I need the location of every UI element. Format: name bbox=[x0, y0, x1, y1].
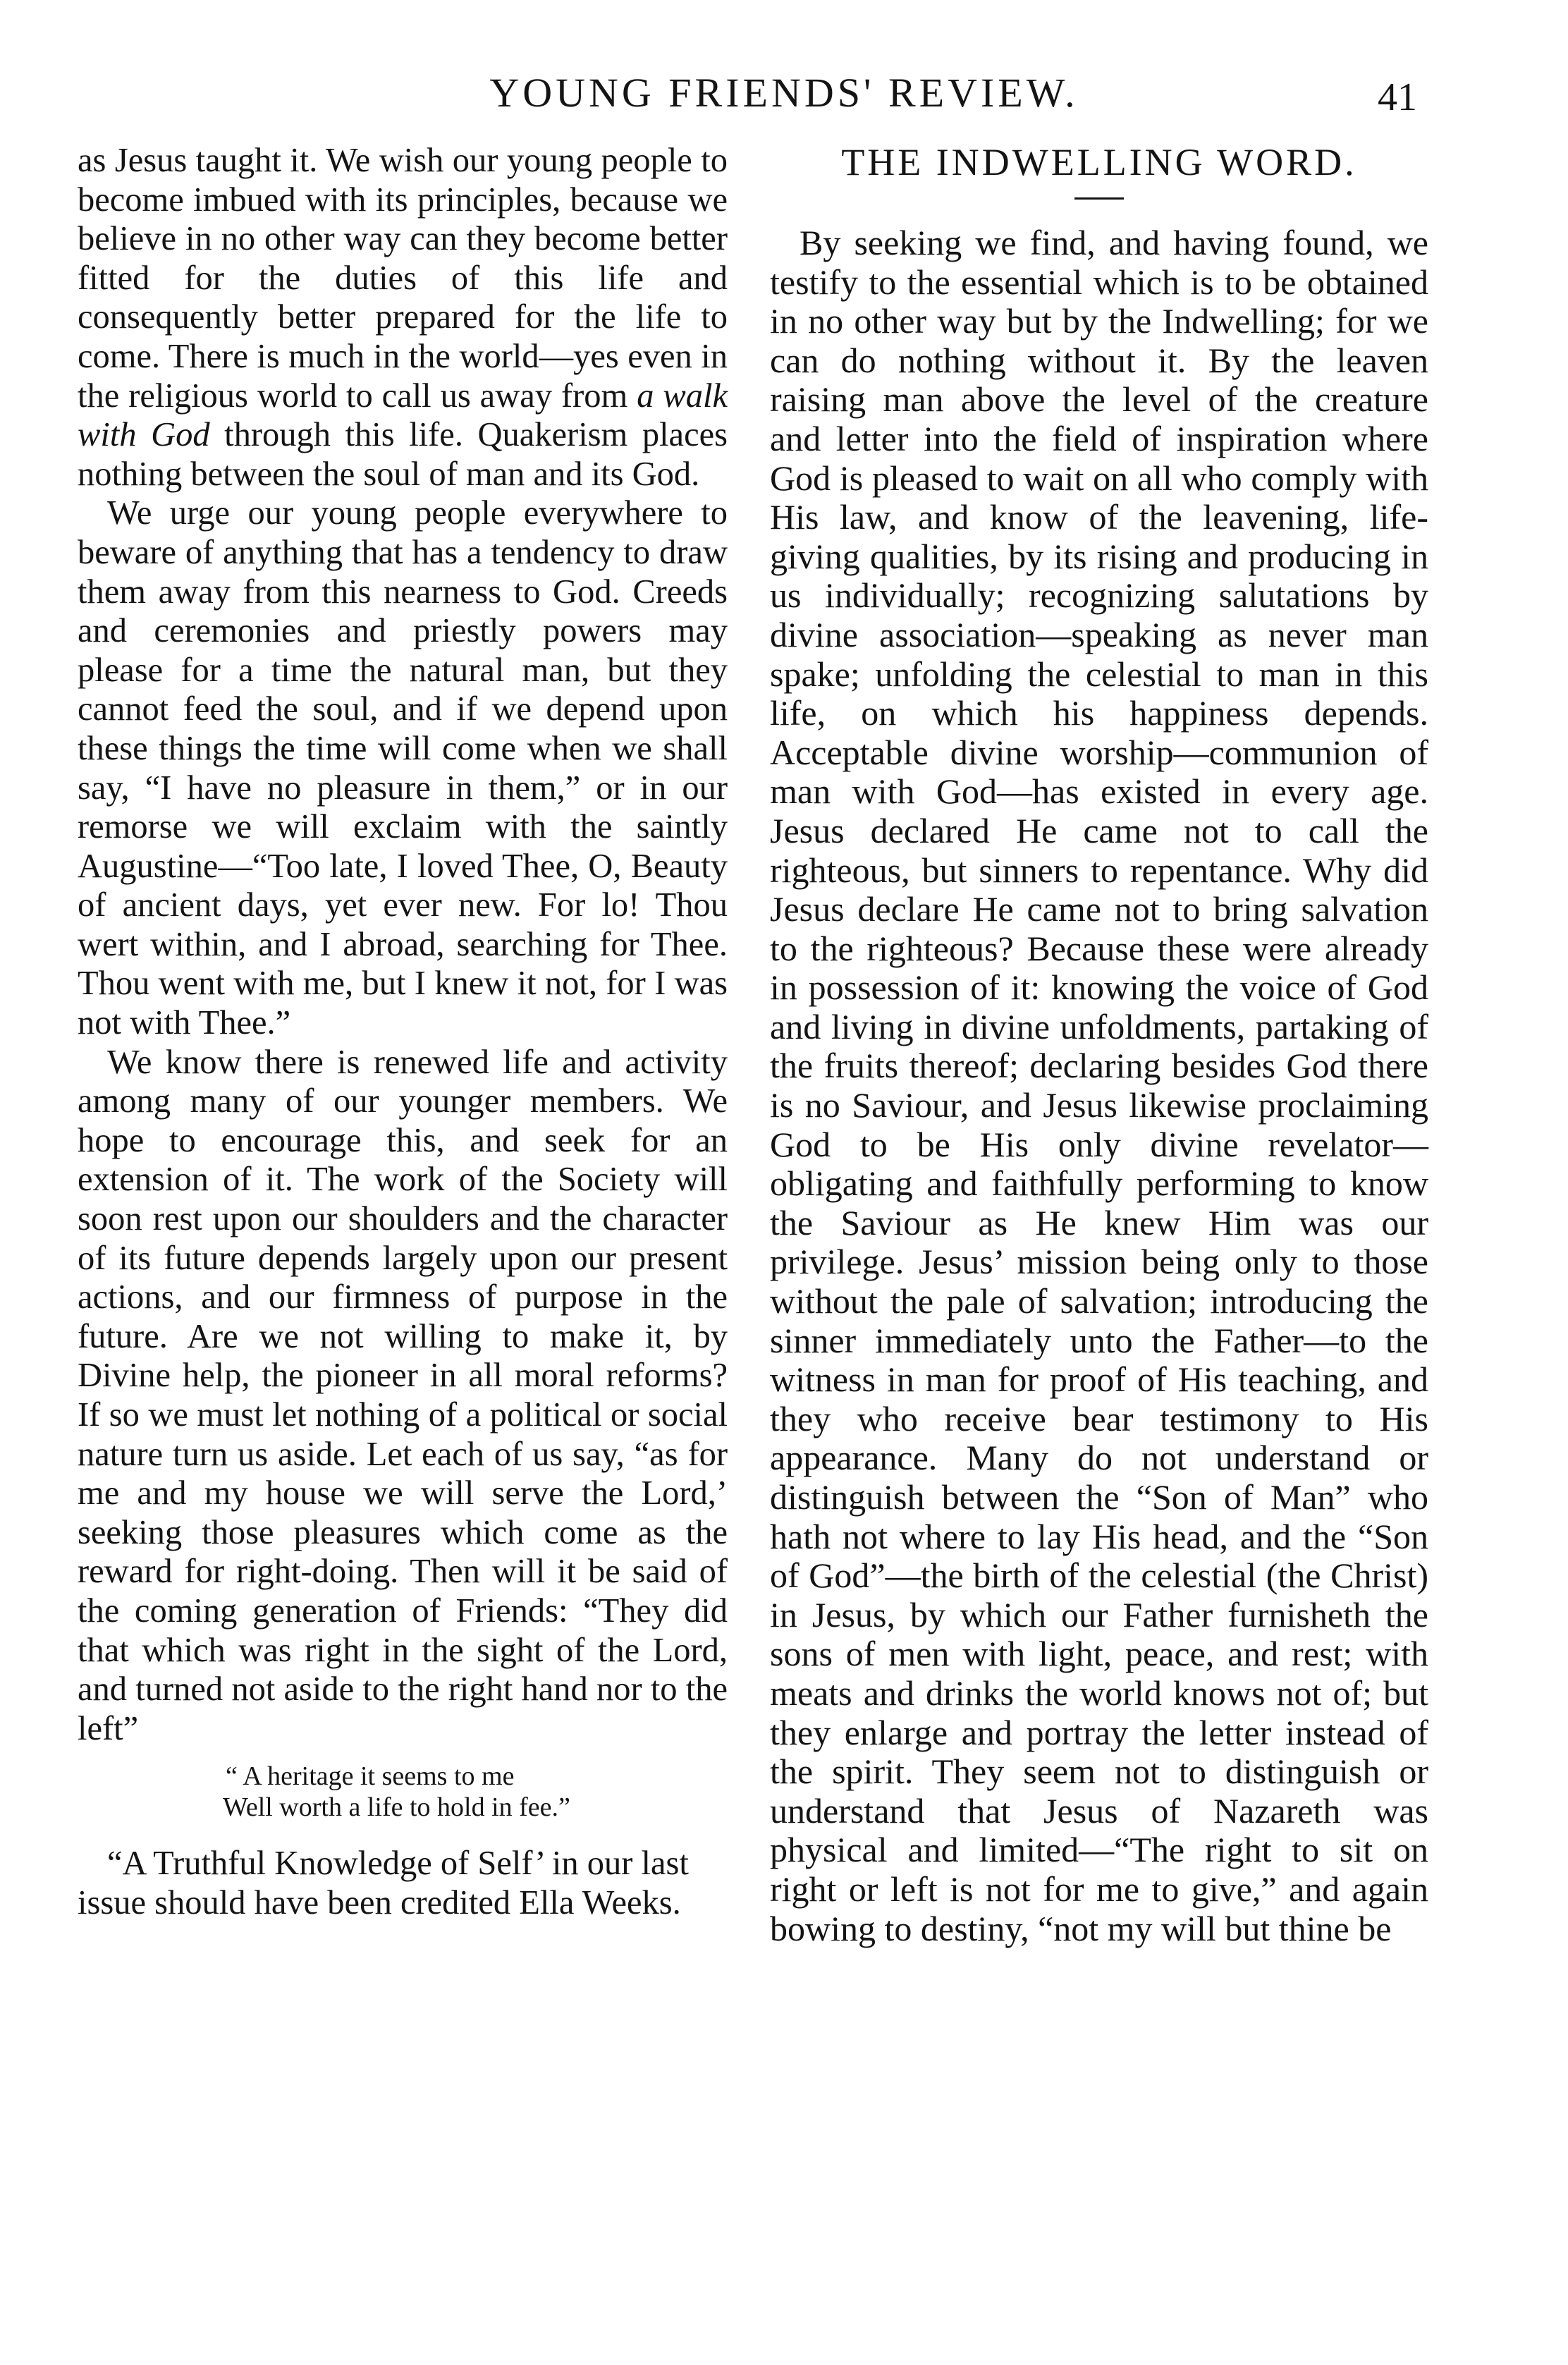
left-paragraph-1-text-b: through this life. Quakerism places nothing between the soul of man and its God. bbox=[78, 416, 728, 493]
left-paragraph-1 bbox=[78, 141, 728, 494]
title-rule bbox=[1074, 197, 1124, 200]
verse-line-1: “ A heritage it seems to me bbox=[226, 1761, 515, 1792]
left-column bbox=[78, 141, 728, 1923]
right-column bbox=[770, 141, 1428, 1948]
left-paragraph-2: We urge our young people everywhere to beware of anything that has a tendency to draw them away from this nearness to God. Creeds and ceremonies and priestly powers may please for a time the natural man, but they cannot feed the soul, and if we depend upon these things the time will come when we shall say, “I have no pleasure in them,” or in our remorse we will exclaim with the saintly Augustine—“Too late, I loved Thee, O, Beauty of ancient days, yet ever new. For lo! Thou wert within, and I abroad, searching for Thee. Thou went with me, but I knew it not, for I was not with Thee.” bbox=[78, 494, 728, 1042]
article-title: THE INDWELLING WORD. bbox=[841, 141, 1357, 183]
right-paragraph-1: By seeking we find, and having found, we testify to the essential which is to be obtained in no other way but by the Indwelling; for we can do nothing without it. By the leaven raising man above the level of the creature and letter into the field of inspiration where God is pleased to wait on all who comply with His law, and know of the leavening, life-giving qualities, by its rising and producing in us individually; recognizing salutations by divine association—speaking as never man spake; unfolding the celestial to man in this life, on which his happiness depends. Acceptable divine worship—communion of man with God—has existed in every age. Jesus declared He came not to call the righteous, but sinners to repentance. Why did Jesus declare He came not to bring salvation to the righteous? Because these were already in possession of it: knowing the voice of God and living in divine unfoldments, partaking of the fruits thereof; declaring besides God there is no Saviour, and Jesus likewise proclaiming God to be His only divine revelator—obligating and faithfully performing to know the Saviour as He knew Him was our privilege. Jesus’ mission being only to those without the pale of salvation; introducing the sinner immediately unto the Father—to the witness in man for proof of His teaching, and they who receive bear testimony to His appearance. Many do not understand or distinguish between the “Son of Man” who hath not where to lay His head, and the “Son of God”—the birth of the celestial (the Christ) in Jesus, by which our Father furnisheth the sons of men with light, peace, and rest; with meats and drinks the world knows not of; but they enlarge and portray the letter instead of the spirit. They seem not to distinguish or understand that Jesus of Nazareth was physical and limited—“The right to sit on right or left is not for me to give,” and again bowing to destiny, “not my will but thine be bbox=[770, 223, 1428, 1948]
left-paragraph-1-italic: a walk with God bbox=[78, 377, 728, 454]
verse-quote bbox=[78, 1761, 728, 1823]
left-paragraph-1-text-a: as Jesus taught it. We wish our young people to become imbued with its principles, because we believe in no other way can they become better fitted for the duties of this life and consequently better prepared for the life to come. There is much in the world—yes even in the religious world to call us away from bbox=[78, 142, 728, 415]
page-number: 41 bbox=[1378, 75, 1417, 119]
running-head bbox=[0, 65, 1568, 121]
left-paragraph-3: We know there is renewed life and activity among many of our younger members. We hope to encourage this, and seek for an extension of it. The work of the Society will soon rest upon our shoulders and the character of its future depends largely upon our present actions, and our firmness of purpose in the future. Are we not willing to make it, by Divine help, the pioneer in all moral reforms? If so we must let nothing of a political or social nature turn us aside. Let each of us say, “as for me and my house we will serve the Lord,’ seeking those pleasures which come as the reward for right-doing. Then will it be said of the coming generation of Friends: “They did that which was right in the sight of the Lord, and turned not aside to the right hand nor to the left” bbox=[78, 1043, 728, 1747]
correction-note: “A Truthful Knowledge of Self’ in our last issue should have been credited Ella Weeks. bbox=[78, 1845, 689, 1921]
verse-line-2: Well worth a life to hold in fee.” bbox=[223, 1792, 570, 1823]
journal-title: YOUNG FRIENDS' REVIEW. bbox=[489, 70, 1079, 116]
